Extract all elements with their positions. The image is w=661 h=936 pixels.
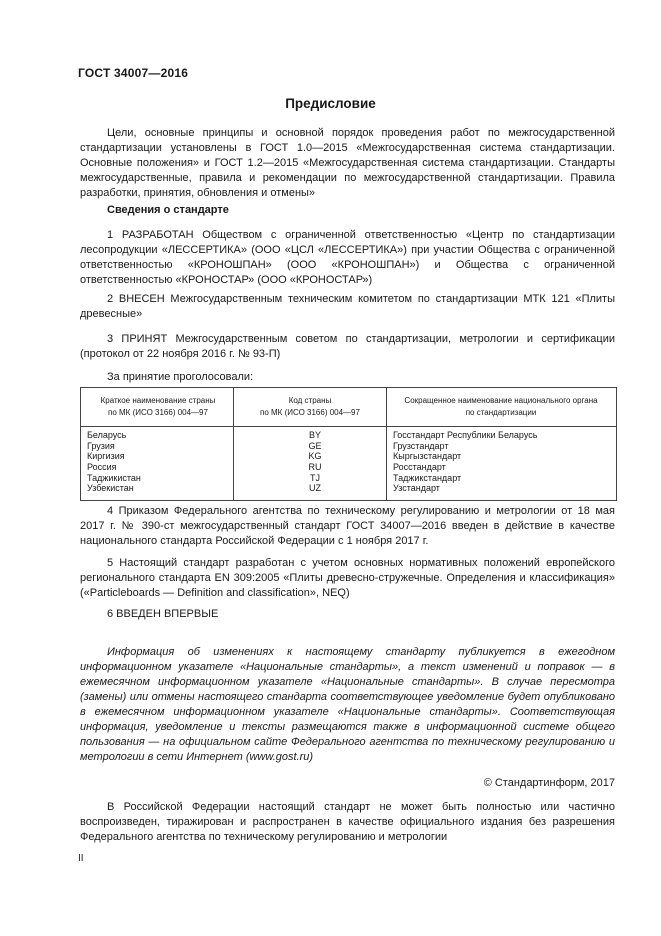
column-header-line: Сокращенное наименование национального органа xyxy=(404,396,598,405)
page-title: Предисловие xyxy=(285,96,376,111)
column-header-code xyxy=(236,395,384,419)
code-cell: TJ xyxy=(310,472,320,483)
table-divider xyxy=(386,388,387,426)
country-cell: Таджикистан xyxy=(87,472,141,483)
code-cell: KG xyxy=(308,451,322,462)
country-cell: Беларусь xyxy=(87,430,127,440)
table-row xyxy=(81,462,616,473)
column-header-body xyxy=(389,395,613,419)
table-divider xyxy=(233,388,234,426)
body-cell: Росстандарт xyxy=(393,462,446,473)
table-row xyxy=(81,441,616,452)
table-row xyxy=(81,473,616,484)
table-row xyxy=(81,451,616,462)
voted-label: За принятие проголосовали: xyxy=(107,371,254,383)
table-row xyxy=(81,483,616,494)
column-header-line: по МК (ИСО 3166) 004—97 xyxy=(260,408,360,417)
code-cell: GE xyxy=(308,440,322,451)
body-cell: Грузстандарт xyxy=(393,440,449,451)
column-header-line: по стандартизации xyxy=(465,408,537,417)
changes-information-notice: Информация об изменениях к настоящему стандарту публикуется в ежегодном информационном указателе «Национальные стандарты», а текст изменений и поправок — в ежемесячном информационном указателе «Национальные стандарты». В случае пересмотра (замены) или отмены настоящего стандарта соответствующее уведомление будет опубликовано в ежемесячном информационном указателе «Национальные стандарты». Соответствующая информация, уведомление и тексты размещаются также в информационной системе общего пользования — на официальном сайте Федерального агентства по техническому регулированию и метрологии в сети Интернет (www.gost.ru) xyxy=(80,646,615,763)
body-cell: Госстандарт Республики Беларусь xyxy=(393,430,538,440)
item-2-submitted: 2 ВНЕСЕН Межгосударственным техническим комитетом по стандартизации МТК 121 «Плиты древесные» xyxy=(80,293,615,320)
country-cell: Грузия xyxy=(87,440,115,451)
body-cell: Узстандарт xyxy=(393,483,440,494)
column-header-country xyxy=(85,395,231,419)
country-cell: Киргизия xyxy=(87,451,125,462)
reproduction-notice: В Российской Федерации настоящий стандарт не может быть полностью или частично воспроизведен, тиражирован и распространен в качестве официального издания без разрешения Федерального агентства по техническому регулированию и метрологии xyxy=(80,801,615,843)
country-cell: Узбекистан xyxy=(87,483,134,494)
body-cell: Таджикстандарт xyxy=(393,472,462,483)
country-cell: Россия xyxy=(87,462,117,473)
item-6-first-introduced: 6 ВВЕДЕН ВПЕРВЫЕ xyxy=(107,608,219,620)
item-3-adopted: 3 ПРИНЯТ Межгосударственным советом по стандартизации, метрологии и сертификации (протокол от 22 ноября 2016 г. № 93-П) xyxy=(80,333,615,360)
item-1-developed: 1 РАЗРАБОТАН Обществом с ограниченной ответственностью «Центр по стандартизации лесопродукции «ЛЕССЕРТИКА» (ООО «ЦСЛ «ЛЕССЕРТИКА») при участии Общества с ограниченной ответственностью «КРОНОШПАН» (ООО «КРОНОШПАН») и Общества с ограниченной ответственностью «КРОНОСТАР» (ООО «КРОНОСТАР») xyxy=(80,229,615,286)
item-5-basis: 5 Настоящий стандарт разработан с учетом основных нормативных положений европейского регионального стандарта EN 309:2005 «Плиты древесно-стружечные. Определения и классификация» («Particleboards — Definition and classification», NEQ) xyxy=(80,557,615,599)
copyright-line: © Стандартинформ, 2017 xyxy=(483,777,615,789)
intro-paragraph: Цели, основные принципы и основной порядок проведения работ по межгосударственной стандартизации установлены в ГОСТ 1.0—2015 «Межгосударственная система стандартизации. Основные положения» и ГОСТ 1.2—2015 «Межгосударственная система стандартизации. Стандарты межгосударственные, правила и рекомендации по межгосударственной стандартизации. Правила разработки, принятия, обновления и отмены» xyxy=(80,127,615,199)
code-cell: RU xyxy=(308,462,322,473)
voting-table xyxy=(80,387,617,501)
column-header-line: Код страны xyxy=(288,396,332,405)
table-body xyxy=(81,430,616,494)
body-cell: Кыргызстандарт xyxy=(393,451,462,462)
item-4-order: 4 Приказом Федерального агентства по техническому регулированию и метрологии от 18 мая 2017 г. № 390-ст межгосударственный стандарт ГОСТ 34007—2016 введен в действие в качестве национального стандарта Российской Федерации с 1 ноября 2017 г. xyxy=(80,505,615,547)
column-header-line: по МК (ИСО 3166) 004—97 xyxy=(108,408,208,417)
about-standard-heading: Сведения о стандарте xyxy=(107,204,229,216)
code-cell: BY xyxy=(308,430,321,440)
column-header-line: Краткое наименование страны xyxy=(100,396,216,405)
standard-code-header: ГОСТ 34007—2016 xyxy=(78,66,189,80)
table-row xyxy=(81,430,616,441)
page-number: II xyxy=(78,853,84,864)
code-cell: UZ xyxy=(309,483,321,494)
